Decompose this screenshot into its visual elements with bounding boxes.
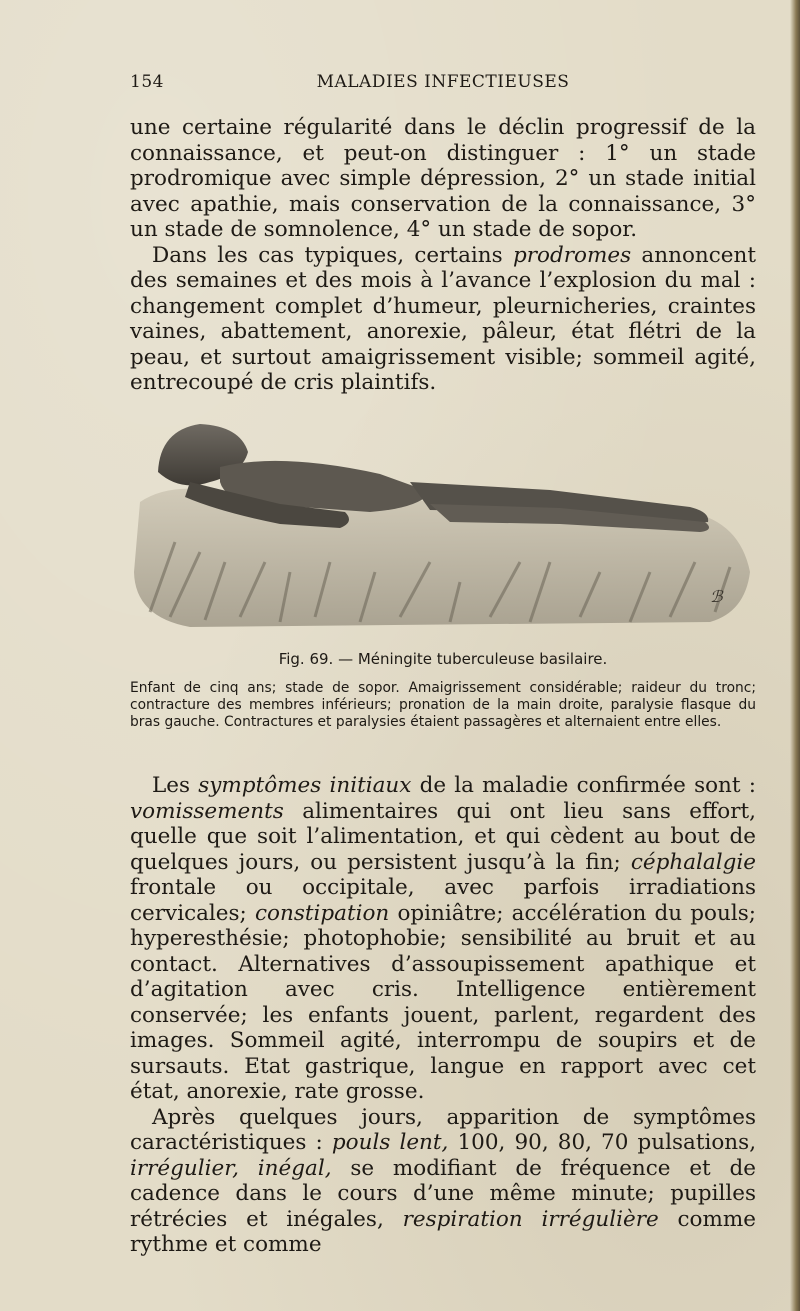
paragraph-2 [130,243,756,396]
text-run: frontale ou occipitale, avec parfois irradiations cervicales; [130,875,756,926]
paragraph-1: une certaine régularité dans le déclin progressif de la connaissance, et peut-on distinguer : 1° un stade prodromique avec simple dépression, 2° un stade initial avec apathie, mais conservation de la connaissance, 3° un stade de somnolence, 4° un stade de sopor. [130,115,756,242]
page-edge-shadow [790,0,800,1311]
figure-illustration [130,412,756,640]
text-run: 100, 90, 80, 70 pulsations, [448,1130,757,1155]
paragraph-2-emphasis: prodromes [512,242,632,268]
text-run: comme rythme et comme [130,1206,756,1257]
text-block-bottom [130,773,756,1258]
paragraph-2-text-a: Dans les cas typiques, certains [152,242,513,268]
emphasis-run: symptômes initiaux [198,773,412,798]
engraver-signature: ℬ [710,589,723,606]
text-run: se modifiant de fréquence et de cadence dans le cours d’une même minute; pupilles rétrécies et inégales, [130,1155,756,1232]
paragraph-3 [130,773,756,1105]
emphasis-run: constipation [255,900,390,926]
text-run: Après quelques jours, apparition de symptômes caractéristiques : [130,1104,756,1155]
emphasis-run: céphalalgie [630,849,756,875]
emphasis-run: irrégulier, inégal, [130,1155,332,1181]
running-head: MALADIES INFECTIEUSES [316,72,570,92]
paragraph-4 [130,1105,756,1258]
figure-engraving [130,412,756,640]
emphasis-run: pouls lent, [331,1130,449,1155]
text-run: opiniâtre; accélération du pouls; hyperesthésie; photophobie; sensibilité au bruit et au contact. Alternatives d’assoupissement apathique et d’agitation avec cris. Intelligence entièrement conservée; les enfants jouent, parlent, regardent des images. Sommeil agité, interrompu de soupirs et de sursauts. Etat gastrique, langue en rapport avec cet état, anorexie, rate grosse. [130,900,756,1104]
emphasis-run: vomissements [130,798,284,824]
text-run: de la maladie confirmée sont : [411,773,756,798]
figure-title: Fig. 69. — Méningite tuberculeuse basilaire. [278,650,608,668]
figure-caption: Enfant de cinq ans; stade de sopor. Amaigrissement considérable; raideur du tronc; contracture des membres inférieurs; pronation de la main droite, paralysie flasque du bras gauche. Contractures et paralysies étaient passagères et alternaient entre elles. [130,680,756,730]
text-run: alimentaires qui ont lieu sans effort, quelle que soit l’alimentation, et qui cèdent au bout de quelques jours, ou persistent jusqu’à la fin; [130,798,756,875]
text-run: Les [152,773,199,798]
page-header [130,72,756,100]
emphasis-run: respiration irrégulière [402,1206,659,1232]
text-block-top [130,115,756,396]
page-number: 154 [130,72,164,92]
paragraph-2-text-b: annoncent des semaines et des mois à l’avance l’explosion du mal : changement complet d’humeur, pleurnicheries, craintes vaines, abattement, anorexie, pâleur, état flétri de la peau, et surtout amaigrissement visible; sommeil agité, entrecoupé de cris plaintifs. [130,242,756,395]
